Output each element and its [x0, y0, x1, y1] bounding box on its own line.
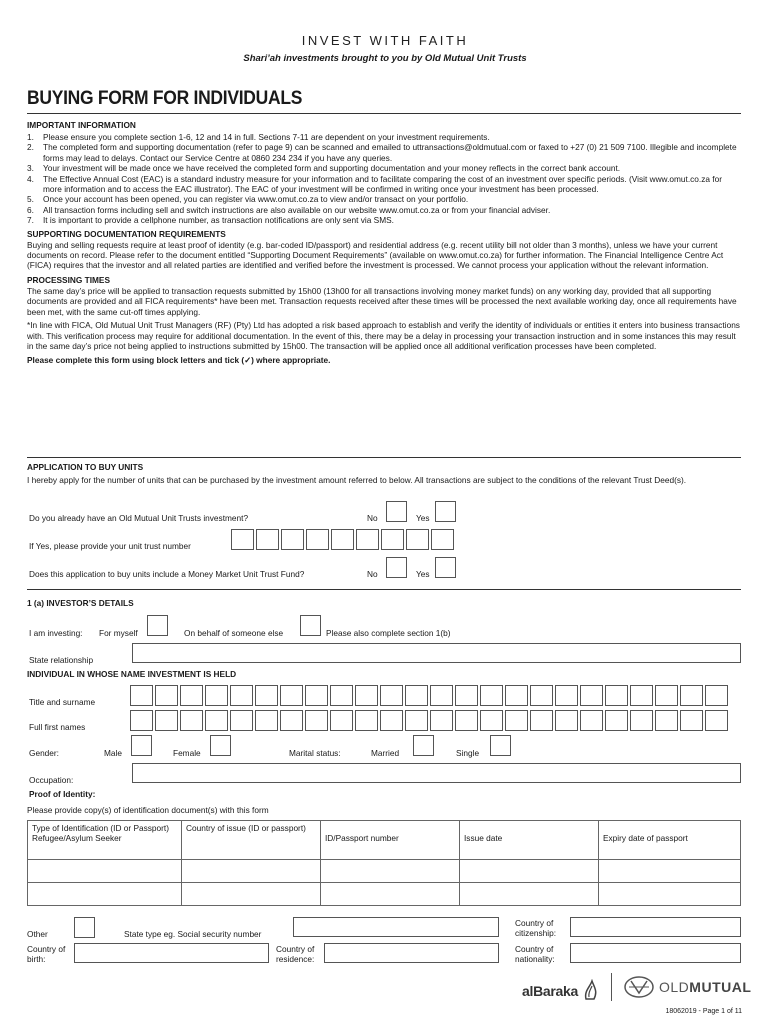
logo-divider [611, 973, 612, 1001]
country-birth-input[interactable] [74, 943, 269, 963]
page-title: BUYING FORM FOR INDIVIDUALS [27, 88, 303, 109]
female-checkbox[interactable] [210, 735, 231, 756]
investor-details-heading: 1 (a) INVESTOR’S DETAILS [27, 598, 134, 608]
existing-yes-checkbox[interactable] [435, 501, 456, 522]
money-market-no-checkbox[interactable] [386, 557, 407, 578]
money-market-yes-checkbox[interactable] [435, 557, 456, 578]
no-label: No [367, 513, 378, 523]
page-footer: 18062019 - Page 1 of 11 [665, 1008, 742, 1015]
oldmutual-mark-icon [623, 975, 655, 1004]
male-label: Male [104, 748, 122, 758]
single-label: Single [456, 748, 480, 758]
country-citizenship-label: Country of citizenship: [515, 918, 557, 939]
gender-label: Gender: [29, 748, 59, 758]
yes-label: Yes [416, 569, 430, 579]
fica-text: *In line with FICA, Old Mutual Unit Trust Managers (RF) (Pty) Ltd has adopted a risk based approach to establish and verify the identity of individuals or entities it enters into business transactions with. This verification process may require for additional documentation. In the event of this, there may be a delay in processing your transaction instruction and in some instances this may result in the same day’s price not being applied to instructions submitted by 15h00. The transaction will be applied once all additional verification processes have been completed. [27, 320, 740, 351]
list-item: 2. The completed form and supporting documentation (refer to page 9) can be scanned and emailed to uttransactions@oldmutual.com or faxed to +27 (0) 21 509 7100. Illegible and incomplete forms may lead to delays. Contact our Service Centre at 0860 234 234 if you have any queries. [27, 142, 737, 163]
state-type-label: State type eg. Social security number [124, 929, 262, 939]
table-header: Type of Identification (ID or Passport) Refugee/Asylum Seeker [28, 821, 182, 860]
list-item: 7. It is important to provide a cellphone number, as transaction notifications are only sent via SMS. [27, 215, 394, 226]
table-header: Country of issue (ID or passport) [182, 821, 321, 860]
title-surname-input[interactable] [130, 685, 728, 706]
existing-no-checkbox[interactable] [386, 501, 407, 522]
important-heading: IMPORTANT INFORMATION [27, 120, 136, 130]
albaraka-mark-icon [582, 979, 600, 1001]
single-checkbox[interactable] [490, 735, 511, 756]
on-behalf-checkbox[interactable] [300, 615, 321, 636]
divider [27, 589, 741, 590]
supporting-text: Buying and selling requests require at least proof of identity (e.g. bar-coded ID/passport) and residential address (e.g. recent utility bill not older than 3 months), unless we have your current documents on record. Please refer to the document entitled “Supporting Document Requirements” (available on www.omut.co.za) for further information. The Financial Intelligence Centre Act (FICA) requires that the investor and all related parties are identified and verified before the investment is processed. We cannot process your application without the relevant information. [27, 239, 724, 271]
table-header: ID/Passport number [321, 821, 460, 860]
investing-label: I am investing: [29, 628, 83, 638]
female-label: Female [173, 748, 201, 758]
id-table [27, 820, 741, 906]
occupation-input[interactable] [132, 763, 741, 783]
divider [27, 457, 741, 458]
unit-trust-number-label: If Yes, please provide your unit trust number [29, 541, 191, 551]
country-nationality-input[interactable] [570, 943, 741, 963]
country-nationality-label: Country of nationality: [515, 944, 555, 965]
married-checkbox[interactable] [413, 735, 434, 756]
complete-1b-note: Please also complete section 1(b) [326, 628, 451, 638]
table-row[interactable] [28, 860, 741, 883]
money-market-question: Does this application to buy units include a Money Market Unit Trust Fund? [29, 569, 305, 579]
table-header: Issue date [460, 821, 599, 860]
table-row[interactable] [28, 883, 741, 906]
country-residence-label: Country of residence: [276, 944, 315, 965]
list-item: 6. All transaction forms including sell and switch instructions are also available on our website www.omut.co.za or from your financial adviser. [27, 204, 551, 215]
country-birth-label: Country of birth: [27, 944, 66, 965]
list-item: 4. The Effective Annual Cost (EAC) is a standard industry measure for your information and to facilitate comparing the cost of an investment over specific periods. (Visit www.omut.co.za for more information and to access the EAC illustrator). The EAC of your investment will be confirmed in writing once your investment has been processed. [27, 173, 722, 195]
state-relationship-label: State relationship [29, 655, 94, 665]
state-type-input[interactable] [293, 917, 499, 937]
existing-investment-question: Do you already have an Old Mutual Unit Trusts investment? [29, 513, 249, 523]
other-label: Other [27, 929, 48, 939]
married-label: Married [371, 748, 400, 758]
important-info-section [27, 120, 743, 365]
full-names-label: Full first names [29, 722, 86, 732]
application-heading: APPLICATION TO BUY UNITS [27, 462, 144, 472]
country-residence-input[interactable] [324, 943, 499, 963]
state-relationship-input[interactable] [132, 643, 741, 663]
title-surname-label: Title and surname [29, 697, 96, 707]
country-citizenship-input[interactable] [570, 917, 741, 937]
for-myself-checkbox[interactable] [147, 615, 168, 636]
tagline: INVEST WITH FAITH [301, 33, 469, 48]
table-row [28, 821, 741, 860]
supporting-heading: SUPPORTING DOCUMENTATION REQUIREMENTS [27, 228, 226, 239]
full-names-input[interactable] [130, 710, 728, 731]
divider [27, 113, 741, 114]
yes-label: Yes [416, 513, 430, 523]
male-checkbox[interactable] [131, 735, 152, 756]
marital-status-label: Marital status: [289, 748, 341, 758]
unit-trust-number-input[interactable] [231, 529, 454, 550]
on-behalf-label: On behalf of someone else [184, 628, 284, 638]
oldmutual-logo: OLDMUTUAL [659, 979, 752, 995]
individual-heading: INDIVIDUAL IN WHOSE NAME INVESTMENT IS HELD [27, 669, 237, 679]
occupation-label: Occupation: [29, 775, 74, 785]
subtitle: Shari’ah investments brought to you by Old Mutual Unit Trusts [243, 53, 527, 64]
processing-text: The same day’s price will be applied to transaction requests submitted by 15h00 (13h00 for all transactions involving money market funds) on any working day, provided that all supporting documents are provided and all FICA requirements* have been met. Transaction requests received after these times will be processed the next available working day, once all requirements have been met, with the same cut-off times applying. [27, 285, 737, 317]
important-list [27, 132, 743, 226]
list-item: 3. Your investment will be made once we have received the completed form and supporting documentation and your money reflects in the correct bank account. [27, 163, 621, 174]
for-myself-label: For myself [99, 628, 138, 638]
table-header: Expiry date of passport [599, 821, 741, 860]
no-label: No [367, 569, 378, 579]
application-text: I hereby apply for the number of units that can be purchased by the investment amount referred to below. All transactions are subject to the conditions of the relevant Trust Deed(s). [27, 475, 687, 485]
processing-heading: PROCESSING TIMES [27, 274, 110, 285]
other-checkbox[interactable] [74, 917, 95, 938]
proof-heading: Proof of Identity: [29, 789, 96, 799]
list-item: 5. Once your account has been opened, you can register via www.omut.co.za to view and/or transact on your portfolio. [27, 194, 469, 205]
albaraka-logo: alBaraka [522, 979, 600, 1001]
block-letters-note: Please complete this form using block letters and tick (✓) where appropriate. [27, 355, 331, 366]
proof-text: Please provide copy(s) of identification document(s) with this form [27, 805, 269, 815]
list-item: 1. Please ensure you complete section 1-6, 12 and 14 in full. Sections 7-11 are dependent on your investment requirements. [27, 132, 490, 142]
